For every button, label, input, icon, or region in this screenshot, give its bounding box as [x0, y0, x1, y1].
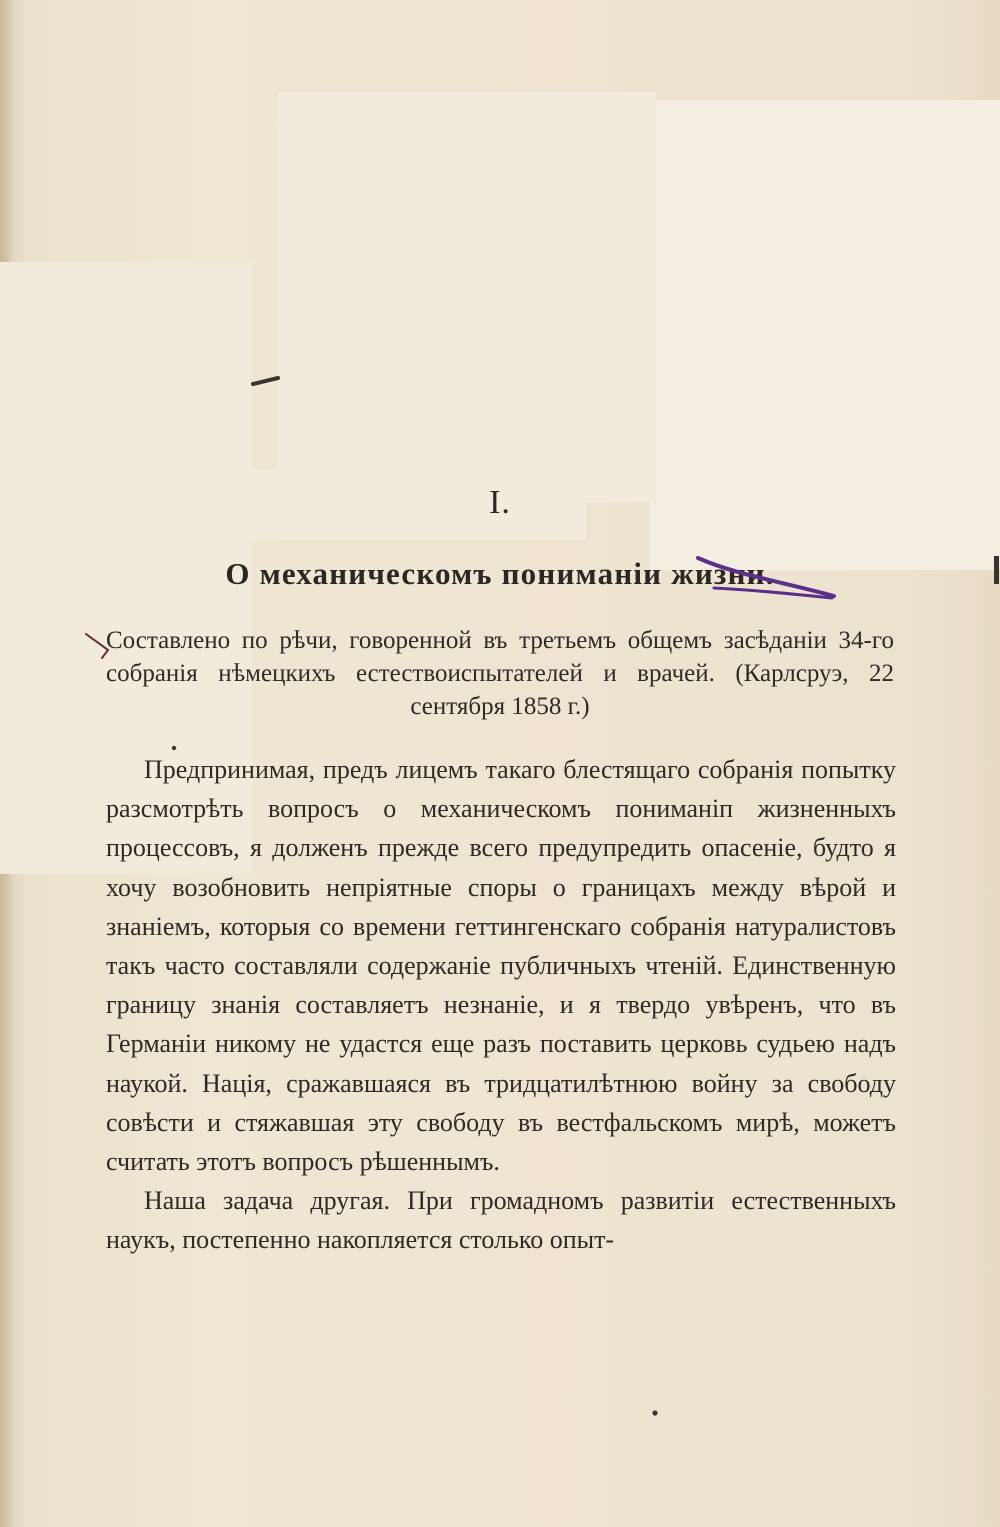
chapter-number: I. [489, 484, 511, 521]
purple-strike-mark [694, 552, 844, 604]
dot-mark [650, 1408, 660, 1418]
body-text [106, 750, 896, 1260]
chapter-title: О механическомъ пониманіи жизни. [225, 556, 775, 591]
ink-dash-mark [250, 374, 282, 388]
paragraph: Наша задача другая. При громадномъ развитіи естественныхъ наукъ, постепенно накопляется столько опыт- [106, 1186, 896, 1255]
chapter-subtitle: Составлено по рѣчи, говоренной въ третьемъ общемъ засѣданіи 34-го собранія нѣмецкихъ естествоиспытателей и врачей. (Карлсруэ, 22 сентября 1858 г.) [106, 627, 894, 720]
paper-patch [278, 92, 656, 502]
paragraph: Предпринимая, предъ лицемъ такаго блестящаго собранія попытку разсмотрѣть вопросъ о механическомъ пониманіп жизненныхъ процессовъ, я долженъ прежде всего предупредить опасеніе, будто я хочу возобновить непріятные споры о границахъ между вѣрой и знаніемъ, которыя со времени геттингенскаго собранія натуралистовъ такъ часто составляли содержаніе публичныхъ чтеній. Единственную границу знанія составляетъ незнаніе, и я твердо увѣренъ, что въ Германіи никому не удастся еще разъ поставить церковь судьею надъ наукой. Нація, сражавшаяся въ тридцатилѣтнюю войну за свободу совѣсти и стяжавшая эту свободу въ вестфальскомъ мирѣ, можетъ считать этотъ вопросъ рѣшеннымъ. [106, 755, 896, 1177]
